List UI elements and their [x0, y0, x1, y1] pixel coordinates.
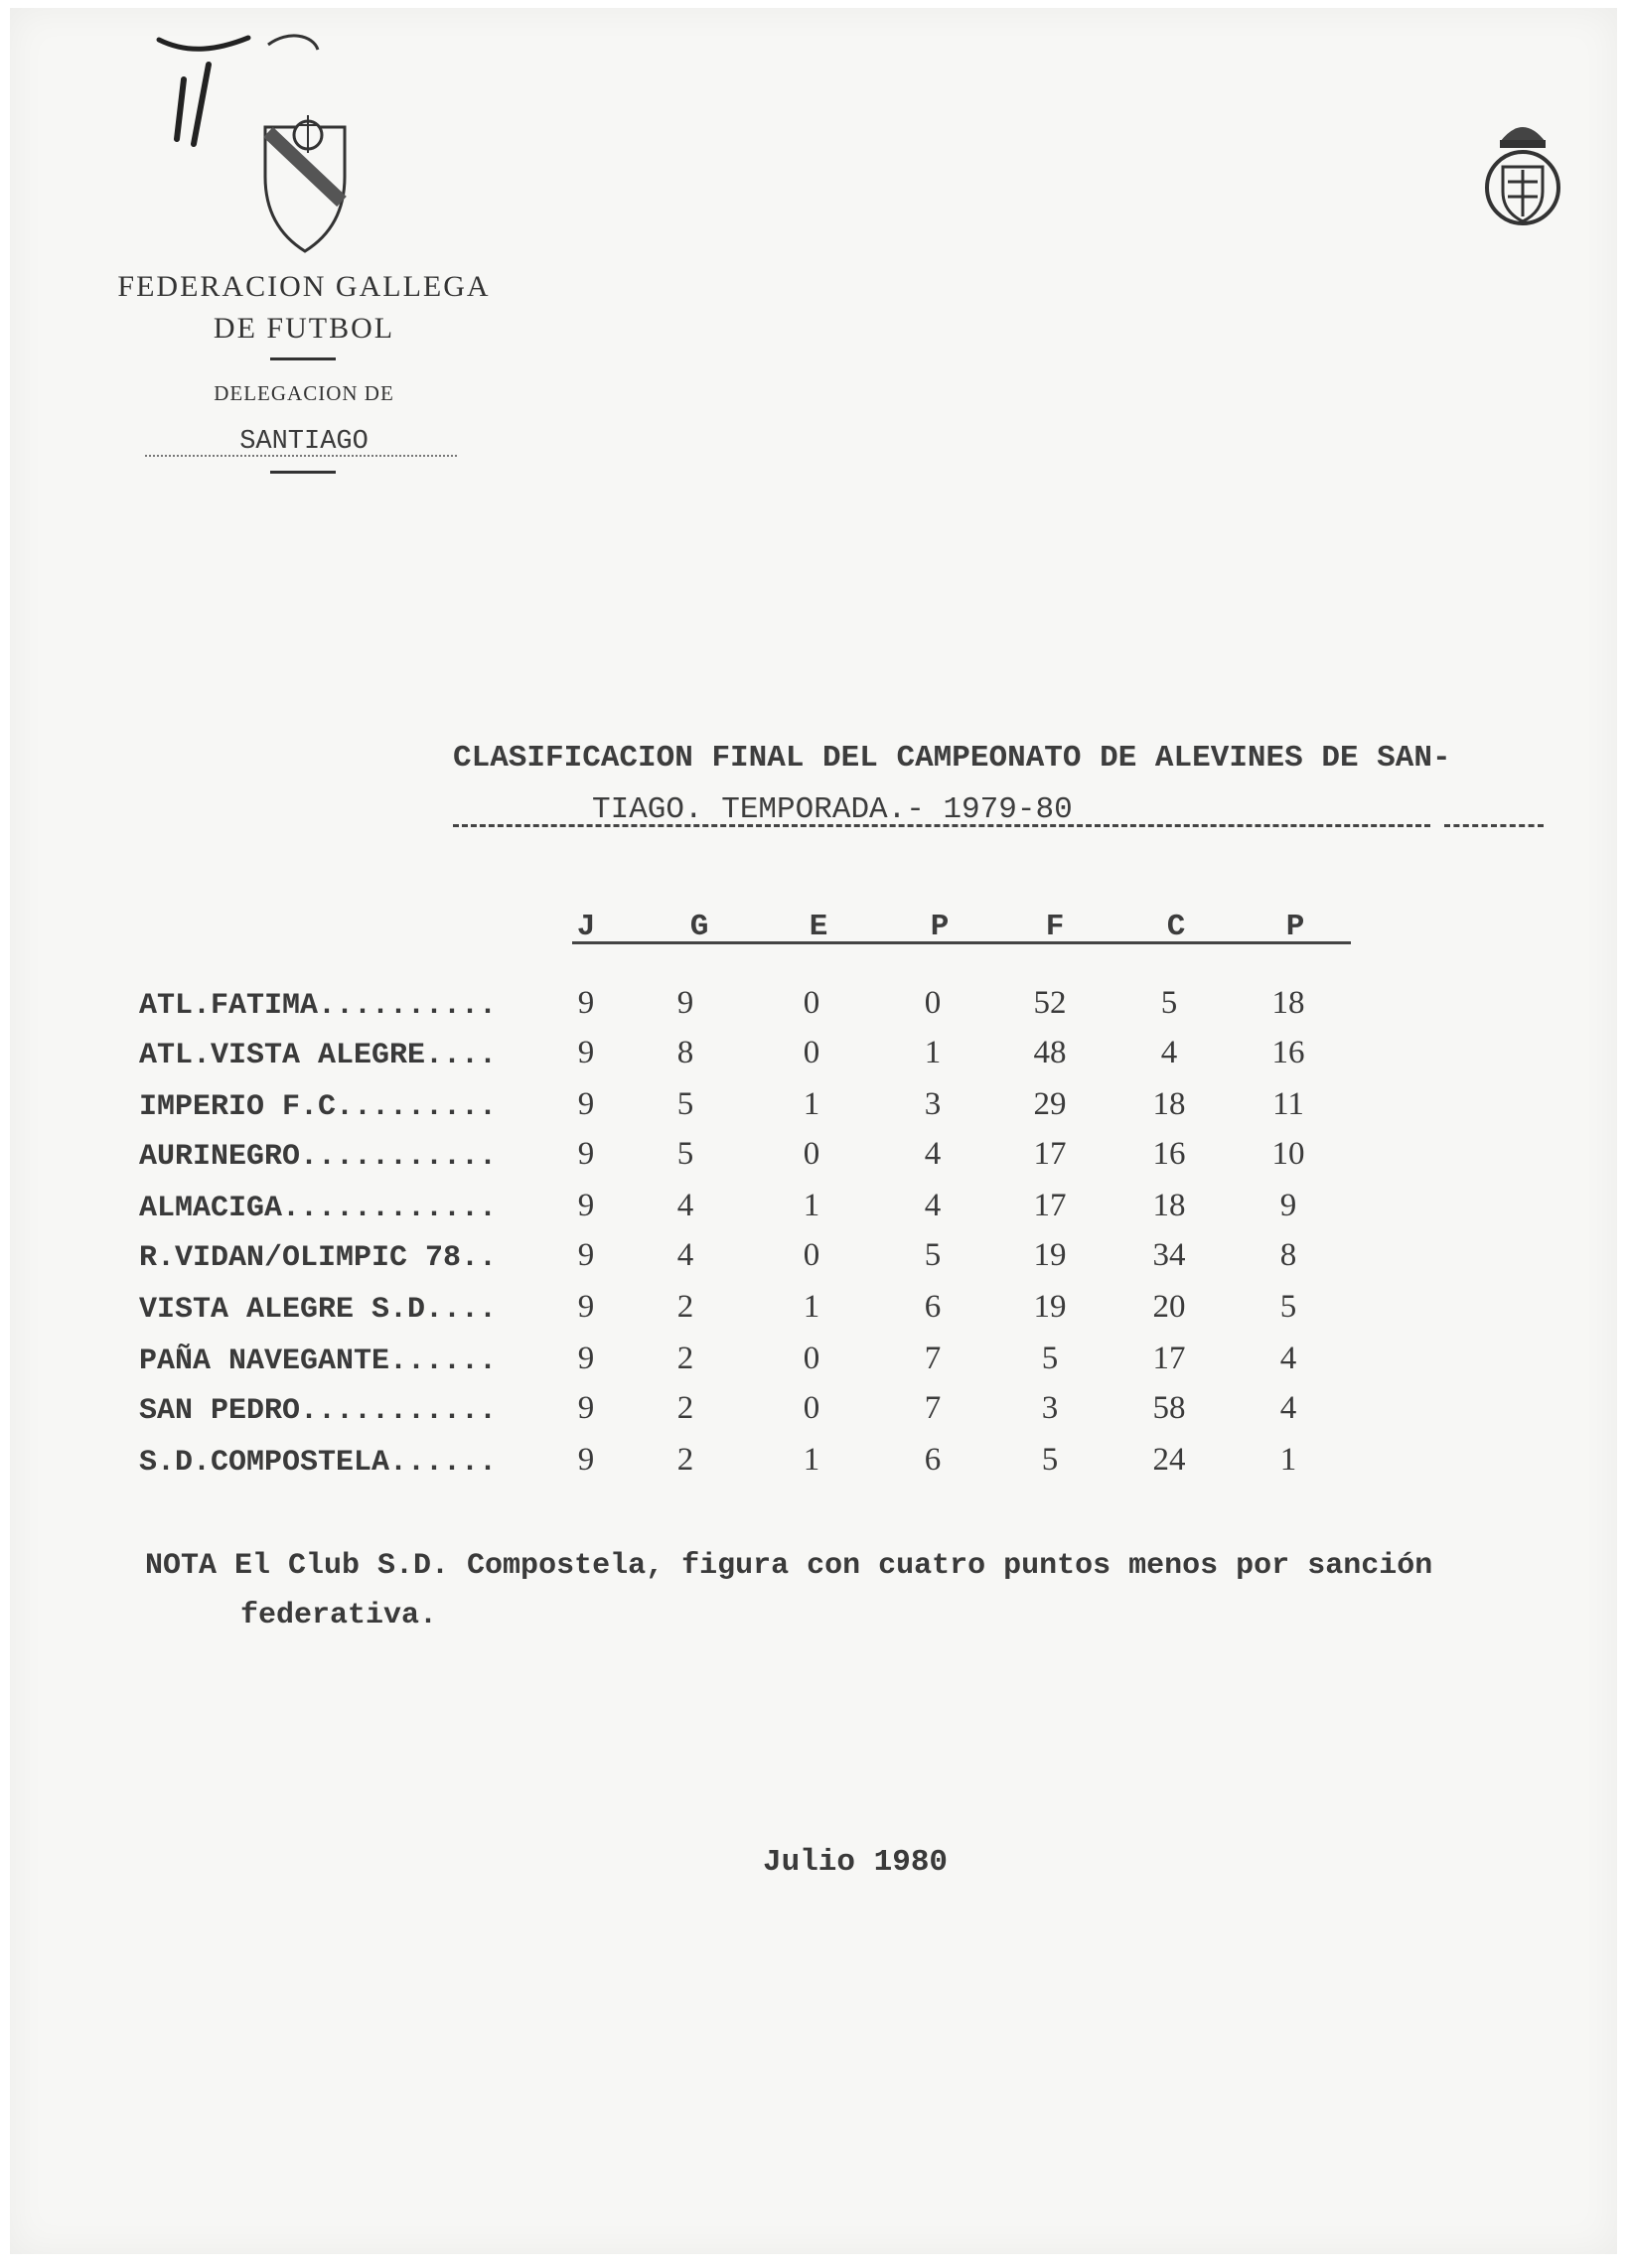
cell-e: 0: [803, 1237, 820, 1273]
dotted-line: [145, 455, 457, 457]
cell-g: 5: [676, 1086, 694, 1122]
cell-g: 8: [676, 1035, 694, 1070]
cell-g: 5: [676, 1136, 694, 1172]
cell-e: 1: [803, 1086, 820, 1122]
team-name: R.VIDAN/OLIMPIC 78..: [139, 1241, 498, 1275]
divider: [270, 471, 336, 474]
cell-pts: 1: [1279, 1442, 1297, 1478]
column-header-f: F: [1045, 910, 1065, 944]
cell-f: 48: [1033, 1035, 1067, 1070]
column-header-c: C: [1166, 910, 1186, 944]
cell-e: 0: [803, 985, 820, 1021]
cell-f: 17: [1033, 1136, 1067, 1172]
cell-j: 9: [577, 985, 595, 1021]
cell-pts: 8: [1279, 1237, 1297, 1273]
cell-e: 1: [803, 1188, 820, 1223]
federation-name: FEDERACION GALLEGA: [117, 270, 491, 303]
divider: [270, 357, 336, 360]
cell-j: 9: [577, 1341, 595, 1376]
column-header-e: E: [809, 910, 828, 944]
team-name: PAÑA NAVEGANTE......: [139, 1345, 498, 1378]
cell-f: 19: [1033, 1289, 1067, 1325]
delegation-city: SANTIAGO: [239, 427, 369, 457]
team-name: ATL.FATIMA..........: [139, 989, 498, 1023]
header-underline: [572, 941, 1351, 944]
team-name: ALMACIGA............: [139, 1192, 498, 1225]
cell-c: 18: [1152, 1086, 1186, 1122]
cell-j: 9: [577, 1289, 595, 1325]
team-name: IMPERIO F.C.........: [139, 1090, 498, 1124]
cell-pts: 4: [1279, 1341, 1297, 1376]
cell-p: 0: [924, 985, 942, 1021]
cell-f: 29: [1033, 1086, 1067, 1122]
column-header-j: J: [576, 910, 596, 944]
cell-f: 17: [1033, 1188, 1067, 1223]
title-underline: [1444, 824, 1544, 827]
cell-p: 6: [924, 1289, 942, 1325]
cell-f: 52: [1033, 985, 1067, 1021]
cell-e: 0: [803, 1136, 820, 1172]
cell-f: 19: [1033, 1237, 1067, 1273]
team-name: AURINEGRO...........: [139, 1140, 498, 1174]
cell-e: 0: [803, 1390, 820, 1426]
delegation-label: DELEGACION DE: [214, 381, 394, 405]
cell-c: 20: [1152, 1289, 1186, 1325]
cell-pts: 10: [1271, 1136, 1305, 1172]
cell-c: 5: [1160, 985, 1178, 1021]
cell-p: 4: [924, 1136, 942, 1172]
federation-shield-icon: [260, 107, 350, 256]
cell-p: 6: [924, 1442, 942, 1478]
cell-c: 16: [1152, 1136, 1186, 1172]
cell-p: 7: [924, 1341, 942, 1376]
cell-j: 9: [577, 1035, 595, 1070]
cell-c: 34: [1152, 1237, 1186, 1273]
cell-c: 18: [1152, 1188, 1186, 1223]
team-name: VISTA ALEGRE S.D....: [139, 1293, 498, 1327]
column-header-g: G: [689, 910, 709, 944]
cell-f: 5: [1041, 1442, 1059, 1478]
federation-name-line2: DE FUTBOL: [213, 312, 395, 345]
cell-g: 2: [676, 1442, 694, 1478]
team-name: SAN PEDRO...........: [139, 1394, 498, 1428]
team-name: ATL.VISTA ALEGRE....: [139, 1039, 498, 1072]
title-underline: [453, 824, 1430, 827]
document-date: Julio 1980: [763, 1845, 949, 1880]
cell-pts: 11: [1272, 1086, 1304, 1122]
cell-j: 9: [577, 1086, 595, 1122]
note-text: NOTA El Club S.D. Compostela, figura con cuatro puntos menos por sanción: [145, 1549, 1433, 1583]
cell-g: 4: [676, 1237, 694, 1273]
cell-pts: 16: [1271, 1035, 1305, 1070]
cell-pts: 5: [1279, 1289, 1297, 1325]
cell-c: 24: [1152, 1442, 1186, 1478]
team-name: S.D.COMPOSTELA......: [139, 1446, 498, 1480]
cell-j: 9: [577, 1188, 595, 1223]
cell-pts: 18: [1271, 985, 1305, 1021]
cell-j: 9: [577, 1390, 595, 1426]
cell-c: 4: [1160, 1035, 1178, 1070]
royal-crest-icon: [1478, 112, 1567, 231]
document-title-line2: TIAGO. TEMPORADA.- 1979-80: [592, 792, 1073, 827]
cell-f: 3: [1041, 1390, 1059, 1426]
cell-g: 9: [676, 985, 694, 1021]
cell-j: 9: [577, 1136, 595, 1172]
cell-g: 2: [676, 1390, 694, 1426]
cell-c: 17: [1152, 1341, 1186, 1376]
document-title: CLASIFICACION FINAL DEL CAMPEONATO DE ALEVINES DE SAN-: [453, 741, 1451, 776]
document-page: [10, 8, 1617, 2254]
cell-e: 0: [803, 1341, 820, 1376]
cell-pts: 4: [1279, 1390, 1297, 1426]
cell-p: 1: [924, 1035, 942, 1070]
cell-e: 0: [803, 1035, 820, 1070]
cell-e: 1: [803, 1289, 820, 1325]
cell-e: 1: [803, 1442, 820, 1478]
cell-pts: 9: [1279, 1188, 1297, 1223]
cell-g: 2: [676, 1341, 694, 1376]
cell-p: 5: [924, 1237, 942, 1273]
column-header-pts: P: [1285, 910, 1305, 944]
note-text-line2: federativa.: [240, 1599, 438, 1632]
cell-p: 7: [924, 1390, 942, 1426]
cell-p: 3: [924, 1086, 942, 1122]
cell-g: 4: [676, 1188, 694, 1223]
column-header-p: P: [930, 910, 950, 944]
cell-f: 5: [1041, 1341, 1059, 1376]
cell-c: 58: [1152, 1390, 1186, 1426]
cell-p: 4: [924, 1188, 942, 1223]
cell-g: 2: [676, 1289, 694, 1325]
cell-j: 9: [577, 1442, 595, 1478]
cell-j: 9: [577, 1237, 595, 1273]
